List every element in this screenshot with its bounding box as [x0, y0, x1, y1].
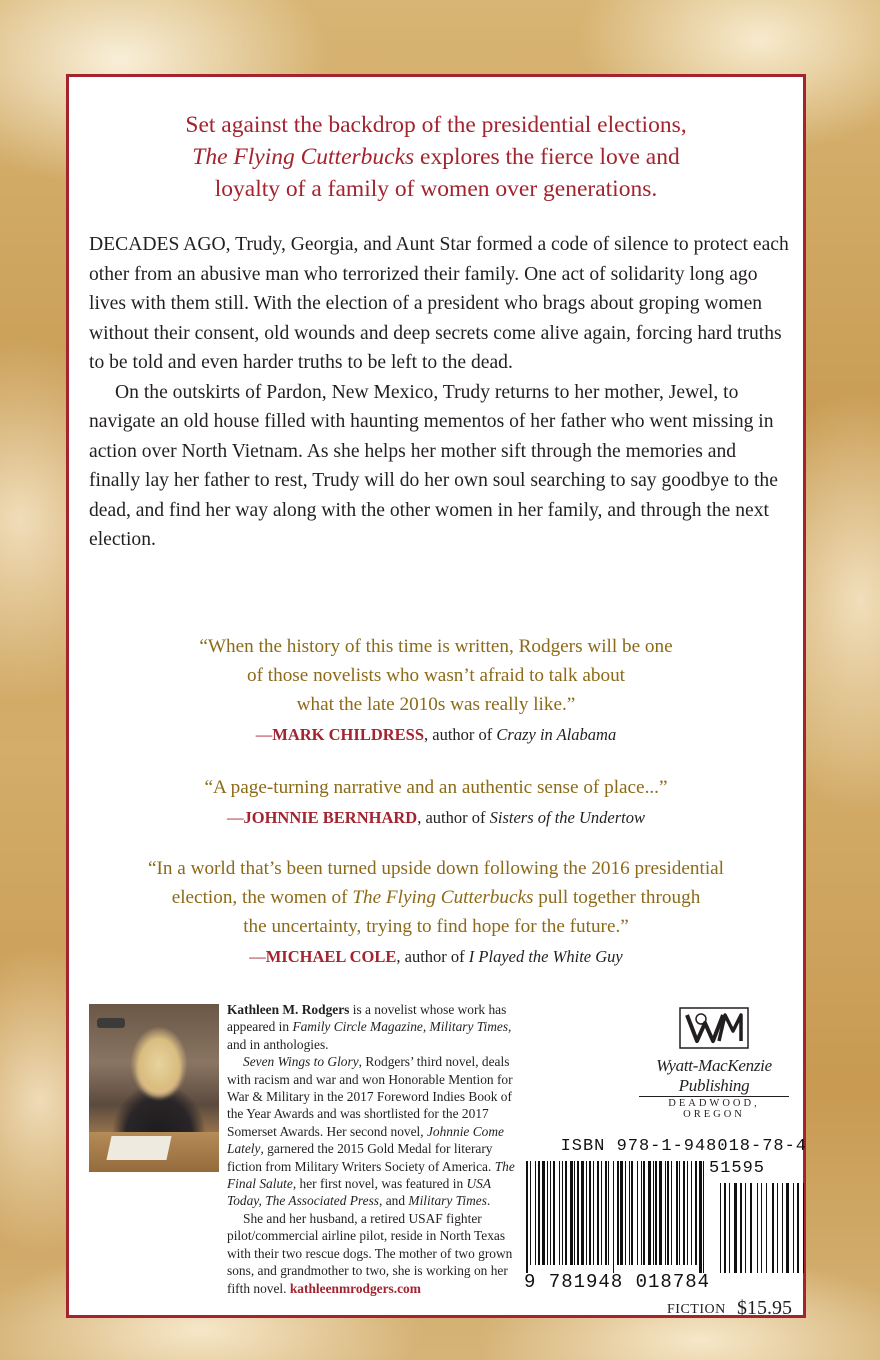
book-title: The Flying Cutterbucks — [192, 144, 415, 170]
bio-paragraph-2: Seven Wings to Glory, Rodgers’ third novel, deals with racism and war and won Honorable Mention for War & Military in the 2017 Foreword Indies Book of the Year Awards and was shortlisted for the 2017 Somerset Awards. Her second novel, Johnnie Come Lately, garnered the 2015 Gold Medal for literary fiction from Military Writers Society of America. The Final Salute, her first novel, was featured in USA Today, The Associated Press, and Military Times. — [227, 1054, 515, 1209]
back-cover-panel — [66, 74, 806, 1318]
price-addon-code: 51595 — [709, 1159, 766, 1178]
barcode — [524, 1161, 808, 1281]
barcode-bars — [524, 1161, 808, 1273]
bio-paragraph-3: She and her husband, a retired USAF fighter pilot/commercial airline pilot, reside in North Texas with their two rescue dogs. The mother of two grown sons, and grandmother to two, she is working on her fifth novel. kathleenmrodgers.com — [227, 1210, 513, 1296]
blurb-attribution: —JOHNNIE BERNHARD, author of Sisters of the Undertow — [226, 808, 645, 827]
genre-label: FICTION — [667, 1302, 726, 1317]
bio-paragraph-1: Kathleen M. Rodgers is a novelist whose work has appeared in Family Circle Magazine, Military Times, and in anthologies. — [227, 1002, 512, 1052]
publisher-emblem-icon — [679, 1007, 749, 1049]
author-bio — [227, 1001, 527, 1297]
description-paragraph-1: DECADES AGO, Trudy, Georgia, and Aunt Star formed a code of silence to protect each other from an abusive man who terrorized their family. One act of solidarity long ago lives with them still. With the election of a president who brags about groping women without their consent, old wounds and deep secrets come alive again, forcing hard truths to be told and even harder truths to be left to the dead. — [89, 234, 789, 373]
author-photo — [89, 1004, 219, 1172]
publisher-logo — [639, 1007, 789, 1122]
blurb-text: “When the history of this time is written, Rodgers will be one of those novelists who wasn’t afraid to talk about what the late 2010s was really like.” — [199, 636, 673, 715]
publisher-location: DEADWOOD, OREGON — [639, 1096, 789, 1120]
blurb-text: “In a world that’s been turned upside down following the 2016 presidential election, the women of The Flying Cutterbucks pull together through the uncertainty, trying to find hope for the future.” — [147, 858, 725, 937]
description-paragraph-2: On the outskirts of Pardon, New Mexico, Trudy returns to her mother, Jewel, to navigate an old house filled with haunting mementos of her father who went missing in action over North Vietnam. As she helps her mother sift through the memories and finally lay her father to rest, Trudy will do her own soul searching to say goodbye to the dead, and find her way along with the other women in her family, and through the next election. — [89, 381, 778, 550]
blurb-text: “A page-turning narrative and an authentic sense of place...” — [204, 777, 668, 798]
blurb-cole — [69, 854, 803, 968]
headline — [69, 109, 803, 205]
barcode-number: 9 781948 018784 — [524, 1271, 711, 1293]
headline-line-2: The Flying Cutterbucks explores the fierce love and — [192, 144, 680, 170]
blurb-attribution: —MARK CHILDRESS, author of Crazy in Alabama — [255, 725, 617, 744]
headline-line-1: Set against the backdrop of the presidential elections, — [185, 112, 687, 138]
publisher-name: Wyatt-MacKenzie Publishing — [656, 1056, 772, 1095]
blurb-childress — [69, 632, 803, 746]
author-website-link[interactable]: kathleenmrodgers.com — [289, 1280, 421, 1296]
isbn-label: ISBN 978-1-948018-78-4 — [560, 1137, 807, 1156]
price: $15.95 — [737, 1297, 792, 1319]
headline-line-3: loyalty of a family of women over generations. — [214, 176, 658, 202]
book-description — [89, 230, 789, 555]
blurb-attribution: —MICHAEL COLE, author of I Played the White Guy — [249, 947, 623, 966]
blurb-bernhard — [69, 773, 803, 829]
